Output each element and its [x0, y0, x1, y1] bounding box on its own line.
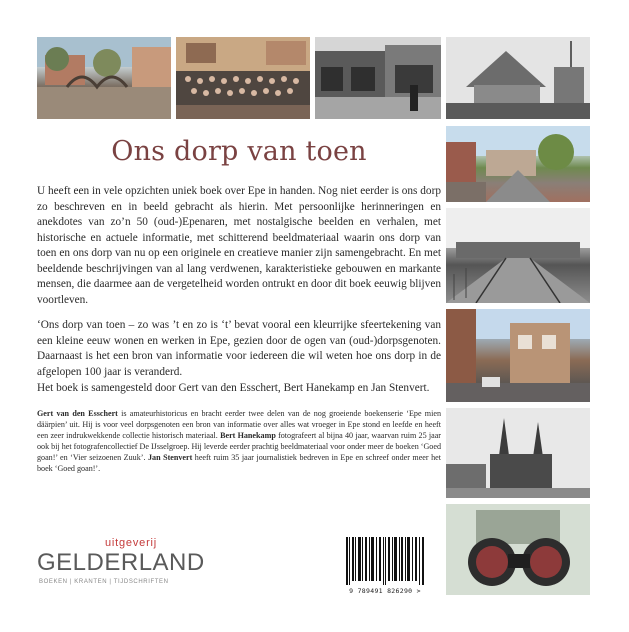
photo-residential-street-art: [446, 309, 590, 402]
photo-church-art: [446, 408, 590, 498]
photo-binoculars-house: [446, 504, 590, 595]
photo-church: [446, 408, 590, 498]
bio-name-bert: Bert Hanekamp: [220, 431, 276, 440]
photo-residential-street: [446, 309, 590, 402]
photo-railway-old: [446, 208, 590, 303]
photo-binoculars-house-art: [446, 504, 590, 595]
bio-name-jan: Jan Stenvert: [147, 453, 193, 462]
photo-bombed-house-art: [446, 37, 590, 119]
bio-text-jan: heeft ruim 35 jaar journalistiek bedreven in Epe en schreef onder meer het boek ‘Goed goan!’.: [37, 453, 441, 473]
isbn-barcode-icon: [346, 537, 424, 585]
publisher-logo-name: GELDERLAND: [37, 549, 205, 576]
author-bios: [37, 408, 441, 474]
book-title: Ons dorp van toen: [111, 136, 367, 167]
publisher-logo-top: uitgeverij: [105, 537, 158, 549]
photo-modern-street-art: [446, 126, 590, 202]
photo-old-street-shops: [315, 37, 441, 119]
publisher-logo-tagline: BOEKEN | KRANTEN | TIJDSCHRIFTEN: [39, 579, 169, 585]
photo-old-street-shops-art: [315, 37, 441, 119]
intro-paragraph: U heeft een in vele opzichten uniek boek over Epe in handen. Nog niet eerder is ons dorp zo beschreven en in beeld gebracht als hierin. Met persoonlijke herinneringen en anekdotes van zo’n 50 (oud-)Epenaren, met nostalgische beelden en verhalen, met historische en actuele informatie, met schitterend beeldmateriaal waarin ons dorp van toen en ons dorp van nu op een originele en creatieve manier zijn samengebracht. En met beeldende beschrijvingen van al lang verdwenen, karakteristieke gebouwen en markante mensen, die daarmee aan de vergetelheid worden ontrukt en door dit boek eeuwig blijven voortleven.: [37, 185, 441, 306]
photo-school-group-art: [176, 37, 310, 119]
publisher-logo: [37, 537, 205, 597]
second-paragraph: ‘Ons dorp van toen – zo was ’t en zo is ‘t’ bevat vooral een kleurrijke sfeertekening van een kleine eeuw wonen en werken in Epe, gezien door de ogen van (oud-)dorpsgenoten. Daarnaast is het een bron van informatie voor iedereen die wil weten hoe ons dorp in de afgelopen 100 jaar is veranderd.: [37, 319, 441, 378]
isbn-number: 9 789491 826290 >: [349, 587, 421, 595]
bio-text-bert: fotografeert al bijna 40 jaar, waarvan ruim 25 jaar ook bij het fotografencollectief De IJsselgroep. Hij leverde eerder prachtig beeldmateriaal voor onder meer de boeken ‘Goed goan!’ en ‘Vier seizoenen Zuuk’.: [37, 431, 442, 462]
bio-name-gert: Gert van den Esschert: [37, 409, 118, 418]
photo-railway-old-art: [446, 208, 590, 303]
photo-bombed-house: [446, 37, 590, 119]
photo-school-group: [176, 37, 310, 119]
photo-village-square-art: [37, 37, 171, 119]
authors-paragraph: Het boek is samengesteld door Gert van den Esschert, Bert Hanekamp en Jan Stenvert.: [37, 382, 430, 394]
photo-modern-street: [446, 126, 590, 202]
bio-text-gert: is amateurhistoricus en bracht eerder twee delen van de nog groeiende boekenserie ‘Epe mien däärpien’ uit. Hij is voor veel dorpsgenoten een bron van informatie over alles wat vroeger in Epe stond en leefde en heeft een zeer indrukwekkende collectie historisch materiaal.: [37, 409, 441, 440]
photo-village-square: [37, 37, 171, 119]
